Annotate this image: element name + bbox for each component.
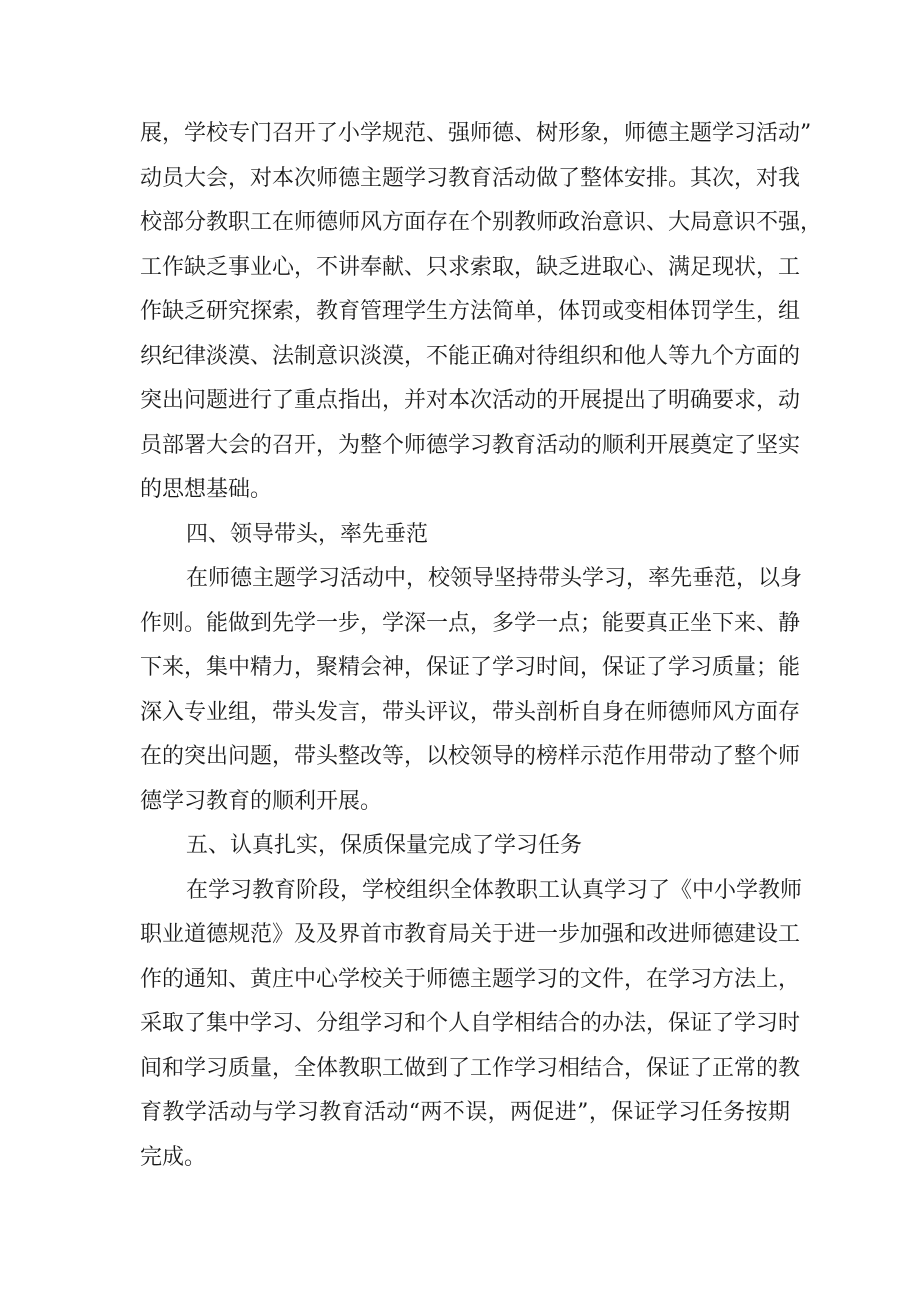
text-line: 动员大会，对本次师德主题学习教育活动做了整体安排。其次，对我 bbox=[140, 165, 801, 191]
text-line: 德学习教育的顺利开展。 bbox=[140, 788, 383, 814]
text-line: 作则。能做到先学一步，学深一点，多学一点；能要真正坐下来、静 bbox=[140, 610, 801, 636]
section-heading-5: 五、认真扎实，保质保量完成了学习任务 bbox=[186, 833, 583, 858]
text-line: 完成。 bbox=[140, 1144, 207, 1170]
text-line: 育教学活动与学习教育活动“两不误，两促进”，保证学习任务按期 bbox=[140, 1100, 790, 1125]
text-line: 作缺乏研究探索，教育管理学生方法简单，体罚或变相体罚学生，组 bbox=[140, 299, 801, 324]
text-line: 织纪律淡漠、法制意识淡漠，不能正确对待组织和他人等九个方面的 bbox=[140, 343, 801, 369]
text-line: 突出问题进行了重点指出，并对本次活动的开展提出了明确要求，动 bbox=[140, 388, 801, 413]
text-line: 作的通知、黄庄中心学校关于师德主题学习的文件，在学习方法上， bbox=[140, 966, 801, 992]
text-line: 间和学习质量，全体教职工做到了工作学习相结合，保证了正常的教 bbox=[140, 1055, 801, 1081]
text-line: 下来，集中精力，聚精会神，保证了学习时间，保证了学习质量；能 bbox=[140, 655, 801, 680]
text-line: 职业道德规范》及及界首市教育局关于进一步加强和改进师德建设工 bbox=[140, 922, 801, 947]
paragraph-study-tasks bbox=[140, 869, 803, 1181]
document-body bbox=[140, 112, 823, 1180]
text-line: 员部署大会的召开，为整个师德学习教育活动的顺利开展奠定了坚实 bbox=[140, 432, 801, 458]
section-heading-4: 四、领导带头，率先垂范 bbox=[186, 521, 429, 547]
text-line: 深入专业组，带头发言，带头评议，带头剖析自身在师德师风方面存 bbox=[140, 699, 801, 725]
paragraph-mobilization-meeting bbox=[140, 112, 823, 513]
text-line: 在的突出问题，带头整改等，以校领导的榜样示范作用带动了整个师 bbox=[140, 744, 801, 769]
text-line: 的思想基础。 bbox=[140, 477, 273, 502]
text-line: 展，学校专门召开了小学规范、强师德、树形象，师德主题学习活动” bbox=[140, 121, 812, 146]
text-line: 在学习教育阶段，学校组织全体教职工认真学习了《中小学教师 bbox=[186, 877, 803, 903]
text-line: 校部分教职工在师德师风方面存在个别教师政治意识、大局意识不强， bbox=[140, 210, 823, 235]
text-line: 在师德主题学习活动中，校领导坚持带头学习，率先垂范，以身 bbox=[186, 566, 803, 591]
text-line: 工作缺乏事业心，不讲奉献、只求索取，缺乏进取心、满足现状，工 bbox=[140, 254, 801, 280]
paragraph-leadership bbox=[140, 557, 803, 824]
text-line: 采取了集中学习、分组学习和个人自学相结合的办法，保证了学习时 bbox=[140, 1011, 801, 1036]
